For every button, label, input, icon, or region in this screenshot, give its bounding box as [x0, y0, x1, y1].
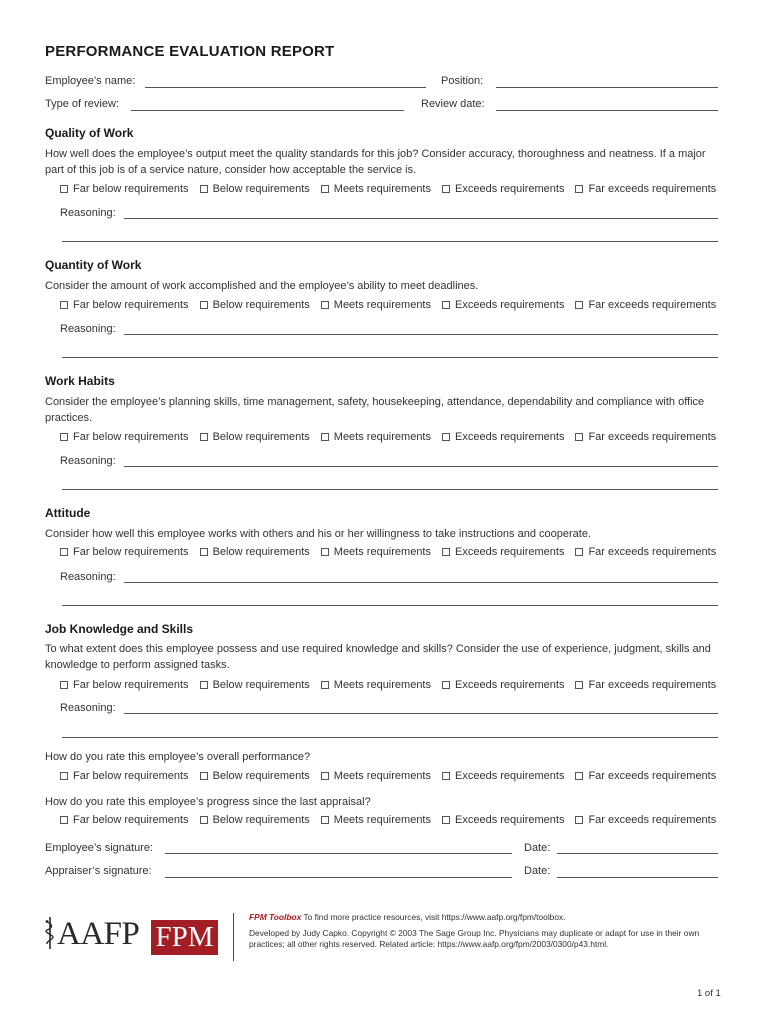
- rating-option[interactable]: Below requirements: [200, 299, 310, 311]
- rating-option[interactable]: Exceeds requirements: [442, 183, 564, 195]
- footer-toolbox: [249, 912, 729, 923]
- rating-option[interactable]: Far exceeds requirements: [575, 679, 716, 691]
- checkbox[interactable]: [442, 772, 450, 780]
- rating-option[interactable]: Meets requirements: [321, 770, 431, 782]
- rating-option[interactable]: Far exceeds requirements: [575, 431, 716, 443]
- rating-options-quality: [60, 183, 716, 195]
- rating-options-job-knowledge: [60, 679, 716, 691]
- rating-option[interactable]: Exceeds requirements: [442, 770, 564, 782]
- rating-option[interactable]: Exceeds requirements: [442, 299, 564, 311]
- review-date-field[interactable]: [496, 110, 718, 111]
- checkbox[interactable]: [442, 185, 450, 193]
- checkbox[interactable]: [60, 433, 68, 441]
- employee-signature-field[interactable]: [165, 853, 512, 854]
- checkbox[interactable]: [200, 772, 208, 780]
- rating-option[interactable]: Exceeds requirements: [442, 679, 564, 691]
- rating-options-progress: [60, 814, 716, 826]
- reasoning-field[interactable]: [124, 466, 718, 467]
- rating-options-quantity: [60, 299, 716, 311]
- checkbox[interactable]: [442, 816, 450, 824]
- checkbox[interactable]: [321, 301, 329, 309]
- employee-name-label: Employee’s name:: [45, 75, 136, 87]
- rating-option[interactable]: Meets requirements: [321, 814, 431, 826]
- rating-option[interactable]: Far below requirements: [60, 679, 189, 691]
- checkbox[interactable]: [200, 816, 208, 824]
- employee-signature-label: Employee’s signature:: [45, 842, 154, 854]
- section-heading-work-habits: Work Habits: [45, 374, 115, 388]
- position-label: Position:: [441, 75, 484, 87]
- checkbox[interactable]: [575, 433, 583, 441]
- employee-name-field[interactable]: [145, 87, 426, 88]
- checkbox[interactable]: [575, 681, 583, 689]
- checkbox[interactable]: [60, 548, 68, 556]
- rating-option[interactable]: Below requirements: [200, 183, 310, 195]
- rating-option[interactable]: Far exceeds requirements: [575, 770, 716, 782]
- page-title: PERFORMANCE EVALUATION REPORT: [45, 43, 335, 60]
- page-number: 1 of 1: [697, 988, 721, 999]
- checkbox[interactable]: [321, 548, 329, 556]
- rating-option[interactable]: Far below requirements: [60, 183, 189, 195]
- appraiser-date-field[interactable]: [557, 877, 718, 878]
- section-heading-job-knowledge: Job Knowledge and Skills: [45, 622, 194, 636]
- checkbox[interactable]: [442, 681, 450, 689]
- checkbox[interactable]: [200, 301, 208, 309]
- checkbox[interactable]: [200, 185, 208, 193]
- rating-option[interactable]: Far exceeds requirements: [575, 546, 716, 558]
- checkbox[interactable]: [575, 772, 583, 780]
- checkbox[interactable]: [575, 301, 583, 309]
- reasoning-label: Reasoning:: [60, 702, 116, 714]
- reasoning-field-line2[interactable]: [62, 357, 718, 358]
- rating-option[interactable]: Meets requirements: [321, 183, 431, 195]
- checkbox[interactable]: [200, 681, 208, 689]
- rating-option[interactable]: Exceeds requirements: [442, 814, 564, 826]
- section-heading-attitude: Attitude: [45, 506, 91, 520]
- section-description-quantity: Consider the amount of work accomplished and the employee’s ability to meet deadlines.: [45, 280, 479, 292]
- section-description-work-habits: Consider the employee’s planning skills, time management, safety, housekeeping, attendance, dependability and compliance with office practices.: [45, 396, 705, 424]
- appraiser-signature-field[interactable]: [165, 877, 512, 878]
- rating-option[interactable]: Far below requirements: [60, 814, 189, 826]
- reasoning-field[interactable]: [124, 713, 718, 714]
- staff-of-asclepius-icon: [44, 916, 56, 950]
- rating-option[interactable]: Meets requirements: [321, 546, 431, 558]
- rating-option[interactable]: Far below requirements: [60, 431, 189, 443]
- appraiser-date-label: Date:: [524, 865, 551, 877]
- reasoning-label: Reasoning:: [60, 571, 116, 583]
- rating-option[interactable]: Far below requirements: [60, 299, 189, 311]
- section-description-quality: How well does the employee’s output meet the quality standards for this job? Consider accuracy, thoroughness and neatness. If a major part of this job is of a service nature, consider how acceptable the service is.: [45, 148, 706, 176]
- section-heading-quantity: Quantity of Work: [45, 258, 142, 272]
- reasoning-field[interactable]: [124, 218, 718, 219]
- appraiser-signature-label: Appraiser’s signature:: [45, 865, 152, 877]
- reasoning-label: Reasoning:: [60, 207, 116, 219]
- type-of-review-label: Type of review:: [45, 98, 119, 110]
- section-heading-quality: Quality of Work: [45, 126, 134, 140]
- rating-option[interactable]: Meets requirements: [321, 431, 431, 443]
- checkbox[interactable]: [60, 185, 68, 193]
- checkbox[interactable]: [60, 772, 68, 780]
- progress-question: How do you rate this employee’s progress since the last appraisal?: [45, 796, 371, 808]
- toolbox-text: To find more practice resources, visit https://www.aafp.org/fpm/toolbox.: [303, 912, 566, 922]
- rating-option[interactable]: Exceeds requirements: [442, 546, 564, 558]
- toolbox-label: FPM Toolbox: [249, 912, 302, 922]
- rating-option[interactable]: Below requirements: [200, 770, 310, 782]
- rating-options-work-habits: [60, 431, 716, 443]
- rating-option[interactable]: Far below requirements: [60, 770, 189, 782]
- rating-option[interactable]: Far exceeds requirements: [575, 299, 716, 311]
- footer-divider: [233, 913, 234, 961]
- checkbox[interactable]: [321, 681, 329, 689]
- checkbox[interactable]: [575, 816, 583, 824]
- employee-date-field[interactable]: [557, 853, 718, 854]
- rating-option[interactable]: Below requirements: [200, 431, 310, 443]
- overall-performance-question: How do you rate this employee’s overall performance?: [45, 751, 311, 763]
- employee-date-label: Date:: [524, 842, 551, 854]
- checkbox[interactable]: [200, 433, 208, 441]
- footer-credit: Developed by Judy Capko. Copyright © 2003 The Sage Group Inc. Physicians may duplicate or adapt for use in their own practices; all other rights reserved. Related article: https://www.aafp.org/fpm/2003/0300/p43.html.: [249, 928, 700, 949]
- rating-option[interactable]: Below requirements: [200, 814, 310, 826]
- rating-option[interactable]: Far exceeds requirements: [575, 183, 716, 195]
- rating-option[interactable]: Meets requirements: [321, 299, 431, 311]
- reasoning-field[interactable]: [124, 334, 718, 335]
- checkbox[interactable]: [60, 816, 68, 824]
- type-of-review-field[interactable]: [131, 110, 404, 111]
- checkbox[interactable]: [200, 548, 208, 556]
- reasoning-field-line2[interactable]: [62, 241, 718, 242]
- checkbox[interactable]: [442, 301, 450, 309]
- rating-option[interactable]: Exceeds requirements: [442, 431, 564, 443]
- checkbox[interactable]: [321, 772, 329, 780]
- rating-option[interactable]: Below requirements: [200, 546, 310, 558]
- reasoning-field[interactable]: [124, 582, 718, 583]
- checkbox[interactable]: [442, 433, 450, 441]
- checkbox[interactable]: [60, 681, 68, 689]
- rating-options-attitude: [60, 546, 716, 558]
- checkbox[interactable]: [442, 548, 450, 556]
- checkbox[interactable]: [60, 301, 68, 309]
- reasoning-field-line2[interactable]: [62, 605, 718, 606]
- reasoning-field-line2[interactable]: [62, 489, 718, 490]
- reasoning-label: Reasoning:: [60, 323, 116, 335]
- checkbox[interactable]: [321, 185, 329, 193]
- rating-option[interactable]: Far exceeds requirements: [575, 814, 716, 826]
- rating-options-overall: [60, 770, 716, 782]
- section-description-attitude: Consider how well this employee works with others and his or her willingness to take instructions and cooperate.: [45, 528, 591, 540]
- rating-option[interactable]: Meets requirements: [321, 679, 431, 691]
- checkbox[interactable]: [575, 185, 583, 193]
- reasoning-label: Reasoning:: [60, 455, 116, 467]
- review-date-label: Review date:: [421, 98, 485, 110]
- checkbox[interactable]: [321, 433, 329, 441]
- checkbox[interactable]: [321, 816, 329, 824]
- rating-option[interactable]: Far below requirements: [60, 546, 189, 558]
- reasoning-field-line2[interactable]: [62, 737, 718, 738]
- rating-option[interactable]: Below requirements: [200, 679, 310, 691]
- position-field[interactable]: [496, 87, 718, 88]
- aafp-logo: AAFP: [57, 916, 140, 952]
- checkbox[interactable]: [575, 548, 583, 556]
- fpm-logo: FPM: [151, 920, 218, 955]
- section-description-job-knowledge: To what extent does this employee possess and use required knowledge and skills? Consider the use of experience, judgment, skills and knowledge to perform assigned tasks.: [45, 643, 711, 671]
